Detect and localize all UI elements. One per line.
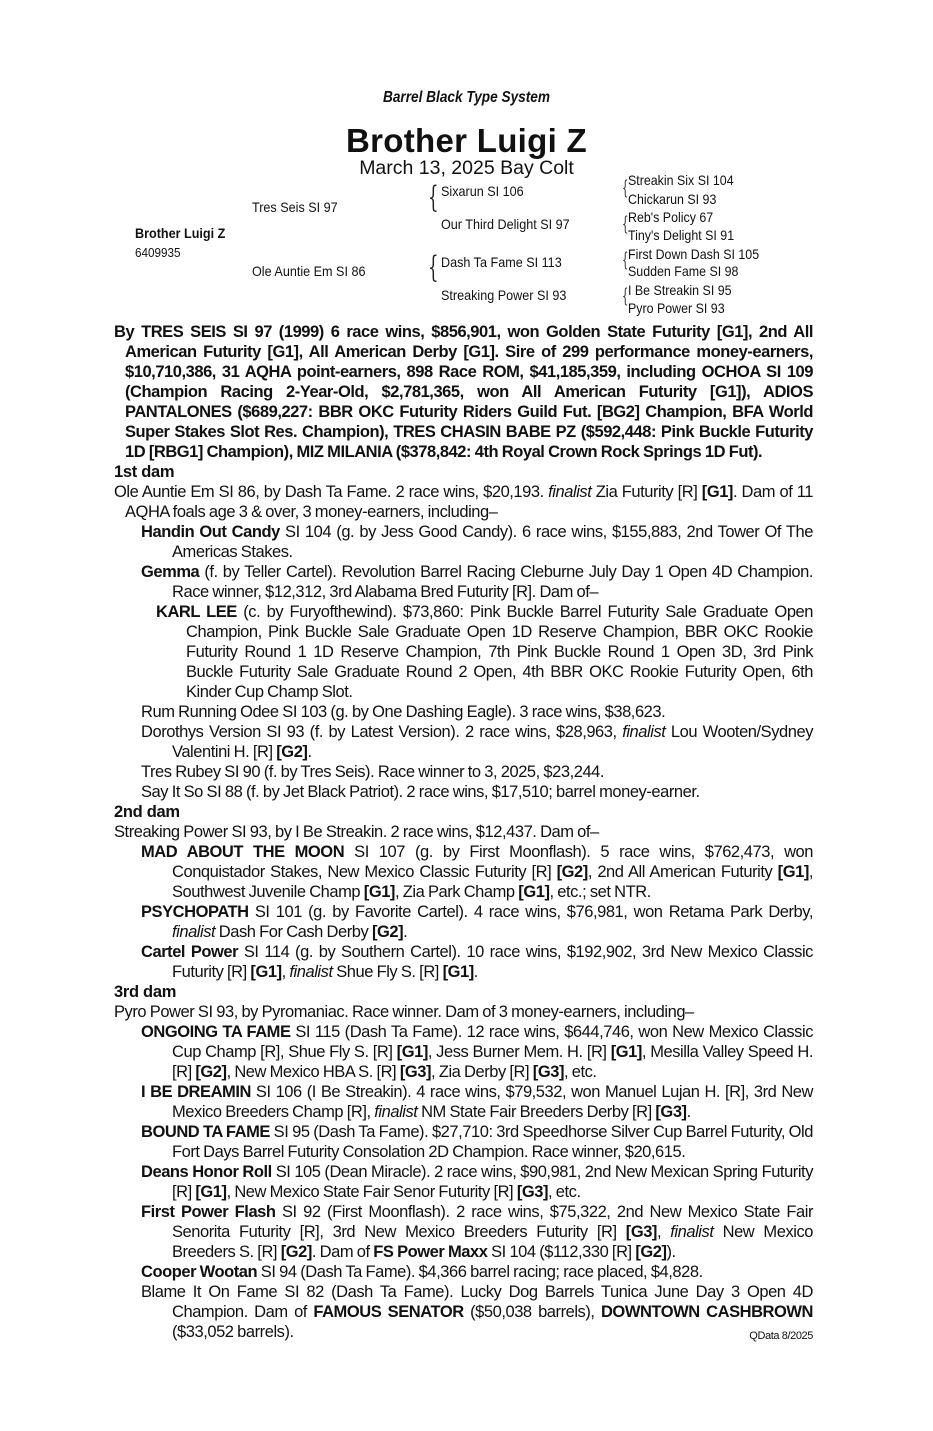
bold-text-run: ONGOING TA FAME <box>141 1023 291 1041</box>
text-run: , etc.; set NTR. <box>549 883 651 901</box>
text-run: , <box>281 963 290 981</box>
italic-text-run: finalist <box>548 483 592 501</box>
pedigree-dam: Ole Auntie Em SI 86 <box>252 263 366 279</box>
text-run: SI 95 (Dash Ta Fame). $27,710: 3rd Speedhorse Silver Cup Barrel Futurity, Old Fort Days Barrel Futurity Consolation 2D Champion. Race winner, $20,615. <box>172 1123 813 1161</box>
bold-text-run: Gemma <box>141 563 200 581</box>
text-run: (c. by Furyofthewind). $73,860: Pink Buckle Barrel Futurity Sale Graduate Open Champion, Pink Buckle Sale Graduate Open 1D Reserve Champion, BBR OKC Rookie Futurity Round 1 1D Reserve Champion, 7th Pink Buckle Round 1 Open 3D, 3rd Pink Buckle Futurity Sale Graduate Round 2 Open, 4th BBR OKC Rookie Futurity Open, 6th Kinder Cup Champ Slot. <box>186 603 813 701</box>
system-title: Barrel Black Type System <box>382 89 551 106</box>
produce-entry <box>114 1022 813 1082</box>
bold-text-run: Deans Honor Roll <box>141 1163 272 1181</box>
bold-text-run: [G2] <box>371 923 404 941</box>
text-run: , Mesilla Valley Speed H. [R] <box>172 1043 813 1081</box>
text-run: , New Mexico State Fair Senor Futurity [R] <box>226 1183 517 1201</box>
text-run: Dash For Cash Derby <box>215 923 372 941</box>
pedigree-sire: Tres Seis SI 97 <box>252 199 338 215</box>
produce-entry <box>114 1262 813 1282</box>
text-run: Shue Fly S. [R] <box>332 963 443 981</box>
produce-entry <box>114 522 813 562</box>
produce-entry <box>114 902 813 942</box>
family-section-heading: 3rd dam <box>114 983 177 1001</box>
produce-entry <box>114 562 813 602</box>
text-run: Ole Auntie Em SI 86, by Dash Ta Fame. 2 race wins, $20,193. <box>114 483 549 501</box>
text-run: SI 114 (g. by Southern Cartel). 10 race wins, $192,902, 3rd New Mexico Classic Futurity [R] <box>172 943 813 981</box>
text-run: , <box>656 1223 671 1241</box>
bold-text-run: [G1] <box>701 483 733 501</box>
text-run: By TRES SEIS SI 97 (1999) 6 race wins, $856,901, won Golden State Futurity [G1], 2nd All American Futurity [G1], All American Derby [G1]. Sire of 299 performance money-earners, $10,710,386, 31 AQHA point-earners, 898 Race ROM, $41,185,359, including OCHOA SI 109 (Champion Racing 2-Year-Old, $2,781,365, won All American Futurity [G1]), ADIOS PANTALONES ($689,227: BBR OKC Futurity Riders Guild Fut. [BG2] Champion, BFA World Super Stakes Slot Res. Champion), TRES CHASIN BABE PZ ($592,448: Pink Buckle Futurity 1D [RBG1] Champion), MIZ MILANIA ($378,842: 4th Royal Crown Rock Springs 1D Fut). <box>114 323 813 461</box>
pedigree-subject-name: Brother Luigi Z <box>135 225 226 241</box>
family-section-2nd-dam <box>114 802 813 982</box>
produce-entry-grandfoal <box>114 602 813 702</box>
bold-text-run: [G3] <box>399 1063 432 1081</box>
text-run: . <box>686 1103 691 1121</box>
italic-text-run: finalist <box>670 1223 714 1241</box>
text-run: Tres Rubey SI 90 (f. by Tres Seis). Race winner to 3, 2025, $23,244. <box>141 763 605 781</box>
text-run: , Southwest Juvenile Champ <box>172 863 814 901</box>
pedigree-gen4-6: Sudden Fame SI 98 <box>628 264 739 279</box>
bracket-icon: { <box>622 283 629 307</box>
text-run: , etc. <box>564 1063 597 1081</box>
bold-text-run: FAMOUS SENATOR <box>313 1303 464 1321</box>
bold-text-run: Cooper Wootan <box>141 1263 258 1281</box>
text-run: SI 104 ($112,330 [R] <box>487 1243 636 1261</box>
bold-text-run: [G3] <box>532 1063 564 1081</box>
bold-text-run: [G1] <box>195 1183 227 1201</box>
produce-entry <box>114 722 813 762</box>
pedigree-dam-sire: Dash Ta Fame SI 113 <box>441 254 562 270</box>
sire-summary-paragraph <box>114 322 813 462</box>
text-run: , Zia Park Champ <box>394 883 519 901</box>
bold-text-run: [G1] <box>777 863 809 881</box>
text-run: Dorothys Version SI 93 (f. by Latest Version). 2 race wins, $28,963, <box>141 723 623 741</box>
text-run: SI 92 (First Moonflash). 2 race wins, $75,322, 2nd New Mexico State Fair Senorita Futurity [R], 3rd New Mexico Breeders Futurity [R] <box>172 1203 813 1241</box>
produce-entry <box>114 1162 813 1202</box>
text-run: ). <box>666 1243 676 1261</box>
family-section-3rd-dam <box>114 982 813 1342</box>
dam-summary-paragraph <box>114 822 813 842</box>
family-section-1st-dam <box>114 462 813 802</box>
italic-text-run: finalist <box>622 723 666 741</box>
italic-text-run: finalist <box>172 923 216 941</box>
bold-text-run: [G2] <box>276 743 308 761</box>
bold-text-run: [G3] <box>625 1223 657 1241</box>
pedigree-registration-number: 6409935 <box>135 245 181 260</box>
italic-text-run: finalist <box>374 1103 418 1121</box>
text-run: . <box>403 923 408 941</box>
text-run: SI 104 (g. by Jess Good Candy). 6 race wins, $155,883, 2nd Tower Of The Americas Stakes. <box>172 523 814 561</box>
pedigree-gen4-4: Tiny's Delight SI 91 <box>628 228 735 243</box>
bold-text-run: [G3] <box>655 1103 687 1121</box>
text-run: (f. by Teller Cartel). Revolution Barrel Racing Cleburne July Day 1 Open 4D Champion. Race winner, $12,312, 3rd Alabama Bred Futurity [R]. Dam of– <box>172 563 813 601</box>
bold-text-run: [G2] <box>635 1243 667 1261</box>
bold-text-run: Cartel Power <box>141 943 239 961</box>
produce-entry <box>114 842 813 902</box>
text-run: , Jess Burner Mem. H. [R] <box>427 1043 611 1061</box>
pedigree-gen4-7: I Be Streakin SI 95 <box>628 283 732 298</box>
text-run: Streaking Power SI 93, by I Be Streakin. 2 race wins, $12,437. Dam of– <box>114 823 599 841</box>
text-run: . <box>307 743 312 761</box>
bold-text-run: [G3] <box>516 1183 549 1201</box>
bold-text-run: DOWNTOWN CASHBROWN <box>600 1303 813 1321</box>
bold-text-run: [G1] <box>610 1043 642 1061</box>
text-run: , 2nd All American Futurity <box>587 863 778 881</box>
bold-text-run: I BE DREAMIN <box>141 1083 251 1101</box>
text-run: Say It So SI 88 (f. by Jet Black Patriot). 2 race wins, $17,510; barrel money-earner. <box>141 783 700 801</box>
pedigree-dam-dam: Streaking Power SI 93 <box>441 287 567 303</box>
produce-entry <box>114 782 813 802</box>
text-run: Blame It On Fame SI 82 (Dash Ta Fame). Lucky Dog Barrels Tunica June Day 3 Open 4D Champion. Dam of <box>141 1283 813 1321</box>
bold-text-run: PSYCHOPATH <box>141 903 249 921</box>
bold-text-run: [G1] <box>442 963 474 981</box>
bold-text-run: KARL LEE <box>156 603 237 621</box>
produce-entry <box>114 1282 813 1342</box>
catalog-page-body <box>114 322 813 1342</box>
produce-entry <box>114 702 813 722</box>
text-run: . <box>473 963 478 981</box>
text-run: New Mexico Breeders S. [R] <box>172 1223 813 1261</box>
text-run: SI 101 (g. by Favorite Cartel). 4 race wins, $76,981, won Retama Park Derby, <box>248 903 813 921</box>
text-run: SI 106 (I Be Streakin). 4 race wins, $79,532, won Manuel Lujan H. [R], 3rd New Mexico Breeders Champ [R], <box>172 1083 813 1121</box>
text-run: , etc. <box>548 1183 581 1201</box>
bold-text-run: [G2] <box>280 1243 312 1261</box>
italic-text-run: finalist <box>289 963 333 981</box>
bold-text-run: [G2] <box>195 1063 227 1081</box>
pedigree-gen4-2: Chickarun SI 93 <box>628 192 717 207</box>
pedigree-gen4-5: First Down Dash SI 105 <box>628 247 760 262</box>
produce-entry <box>114 762 813 782</box>
produce-entry <box>114 1202 813 1262</box>
bold-text-run: First Power Flash <box>141 1203 276 1221</box>
pedigree-gen4-1: Streakin Six SI 104 <box>628 173 734 188</box>
produce-entry <box>114 942 813 982</box>
bold-text-run: BOUND TA FAME <box>141 1123 270 1141</box>
produce-entry <box>114 1082 813 1122</box>
text-run: Lou Wooten/Sydney Valentini H. [R] <box>172 723 813 761</box>
bold-text-run: [G1] <box>250 963 282 981</box>
pedigree-sire-sire: Sixarun SI 106 <box>441 183 524 199</box>
data-source-credit: QData 8/2025 <box>749 1330 813 1342</box>
text-run: SI 115 (Dash Ta Fame). 12 race wins, $644,746, won New Mexico Classic Cup Champ [R], Shue Fly S. [R] <box>172 1023 813 1061</box>
text-run: SI 94 (Dash Ta Fame). $4,366 barrel racing; race placed, $4,828. <box>257 1263 703 1281</box>
text-run: NM State Fair Breeders Derby [R] <box>417 1103 656 1121</box>
bracket-icon: { <box>622 247 629 271</box>
text-run: SI 105 (Dean Miracle). 2 race wins, $90,981, 2nd New Mexican Spring Futurity [R] <box>172 1163 813 1201</box>
pedigree-gen4-3: Reb's Policy 67 <box>628 210 714 225</box>
text-run: ($33,052 barrels). <box>172 1323 294 1341</box>
pedigree-gen4-8: Pyro Power SI 93 <box>628 301 725 316</box>
bold-text-run: [G1] <box>396 1043 428 1061</box>
bracket-icon: { <box>428 180 439 215</box>
bracket-icon: { <box>622 175 629 199</box>
text-run: . Dam of 11 AQHA foals age 3 & over, 3 money-earners, including– <box>125 483 813 521</box>
bold-text-run: [G1] <box>363 883 395 901</box>
bold-text-run: [G1] <box>518 883 550 901</box>
bracket-icon: { <box>428 250 439 285</box>
foal-date-sex-line: March 13, 2025 Bay Colt <box>359 157 574 179</box>
text-run: SI 107 (g. by First Moonflash). 5 race wins, $762,473, won Conquistador Stakes, New Mexico Classic Futurity [R] <box>172 843 813 881</box>
produce-entry <box>114 1122 813 1162</box>
text-run: , New Mexico HBA S. [R] <box>226 1063 400 1081</box>
family-section-heading: 2nd dam <box>114 803 180 821</box>
text-run: Zia Futurity [R] <box>591 483 702 501</box>
dam-summary-paragraph <box>114 1002 813 1022</box>
bold-text-run: MAD ABOUT THE MOON <box>141 843 345 861</box>
text-run: Pyro Power SI 93, by Pyromaniac. Race winner. Dam of 3 money-earners, including– <box>114 1003 694 1021</box>
family-section-heading: 1st dam <box>114 463 175 481</box>
text-run: Rum Running Odee SI 103 (g. by One Dashing Eagle). 3 race wins, $38,623. <box>141 703 666 721</box>
text-run: , Zia Derby [R] <box>431 1063 533 1081</box>
pedigree-sire-dam: Our Third Delight SI 97 <box>441 216 570 232</box>
bold-text-run: [G2] <box>556 863 588 881</box>
dam-summary-paragraph <box>114 482 813 522</box>
bracket-icon: { <box>622 211 629 235</box>
bold-text-run: FS Power Maxx <box>373 1243 488 1261</box>
text-run: ($50,038 barrels), <box>463 1303 601 1321</box>
horse-name-title: Brother Luigi Z <box>346 122 587 159</box>
text-run: . Dam of <box>311 1243 374 1261</box>
bold-text-run: Handin Out Candy <box>141 523 280 541</box>
